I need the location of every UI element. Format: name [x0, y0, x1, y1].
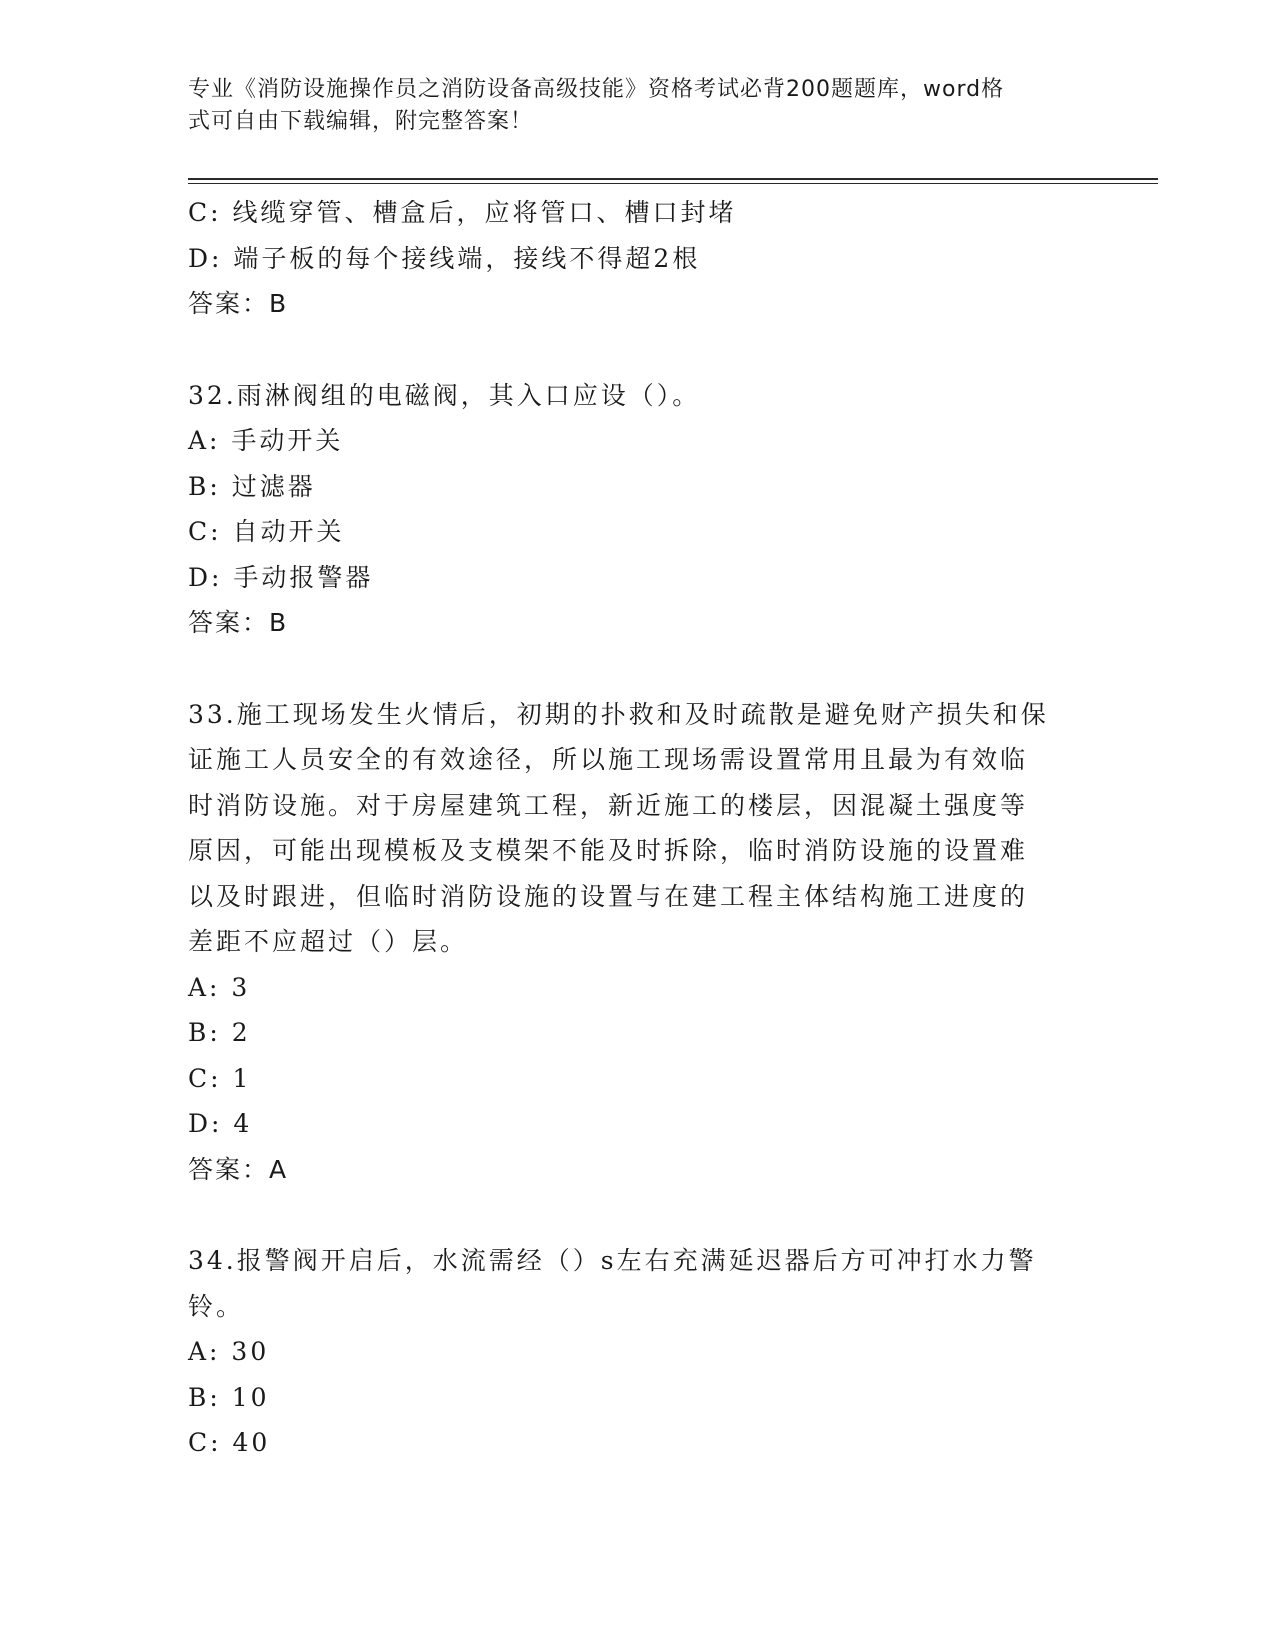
answer-line: 答案：A — [188, 1154, 289, 1184]
question-text: 32.雨淋阀组的电磁阀，其入口应设（）。 — [188, 380, 701, 410]
question-text-line-2: 铃。 — [188, 1291, 245, 1321]
question-31 — [188, 190, 1088, 327]
option-a: A: 手动开关 — [188, 426, 344, 455]
question-list — [188, 190, 1088, 1466]
option-b: B: 10 — [188, 1382, 270, 1412]
option-b: B: 2 — [188, 1018, 251, 1047]
question-32 — [188, 373, 1088, 646]
option-d: D: 4 — [188, 1109, 253, 1138]
document-header — [188, 74, 1088, 138]
answer-line: 答案：B — [188, 289, 289, 318]
option-c: C: 自动开关 — [188, 517, 345, 546]
spacer — [188, 327, 1088, 373]
question-text-line-2: 证施工人员安全的有效途径，所以施工现场需设置常用且最为有效临 — [188, 745, 1029, 774]
question-text-line-6: 差距不应超过（）层。 — [188, 927, 469, 956]
option-d: D: 手动报警器 — [188, 562, 374, 592]
option-c: C: 1 — [188, 1063, 252, 1093]
spacer — [188, 1192, 1088, 1238]
header-line-1: 专业《消防设施操作员之消防设备高级技能》资格考试必背200题题库，word格 — [188, 77, 1005, 102]
question-33 — [188, 692, 1088, 1193]
question-34 — [188, 1238, 1088, 1466]
question-text-line-5: 以及时跟进，但临时消防设施的设置与在建工程主体结构施工进度的 — [188, 881, 1029, 911]
option-c: C: 40 — [188, 1428, 271, 1457]
question-text-line-4: 原因，可能出现模板及支模架不能及时拆除，临时消防设施的设置难 — [188, 836, 1029, 865]
answer-line: 答案：B — [188, 608, 289, 637]
spacer — [188, 646, 1088, 692]
header-divider-thin — [188, 183, 1158, 184]
option-d: D: 端子板的每个接线端，接线不得超2根 — [188, 243, 701, 273]
header-line-2: 式可自由下载编辑，附完整答案！ — [188, 109, 534, 134]
header-divider-thick — [188, 178, 1158, 180]
question-text-line-1: 33.施工现场发生火情后，初期的扑救和及时疏散是避免财产损失和保 — [188, 699, 1049, 729]
question-text-line-1: 34.报警阀开启后，水流需经（）s左右充满延迟器后方可冲打水力警 — [188, 1246, 1037, 1275]
question-text-line-3: 时消防设施。对于房屋建筑工程，新近施工的楼层，因混凝土强度等 — [188, 790, 1029, 820]
option-a: A: 3 — [188, 972, 251, 1002]
option-a: A: 30 — [188, 1337, 270, 1366]
option-c: C: 线缆穿管、槽盒后，应将管口、槽口封堵 — [188, 198, 737, 227]
option-b: B: 过滤器 — [188, 471, 316, 501]
